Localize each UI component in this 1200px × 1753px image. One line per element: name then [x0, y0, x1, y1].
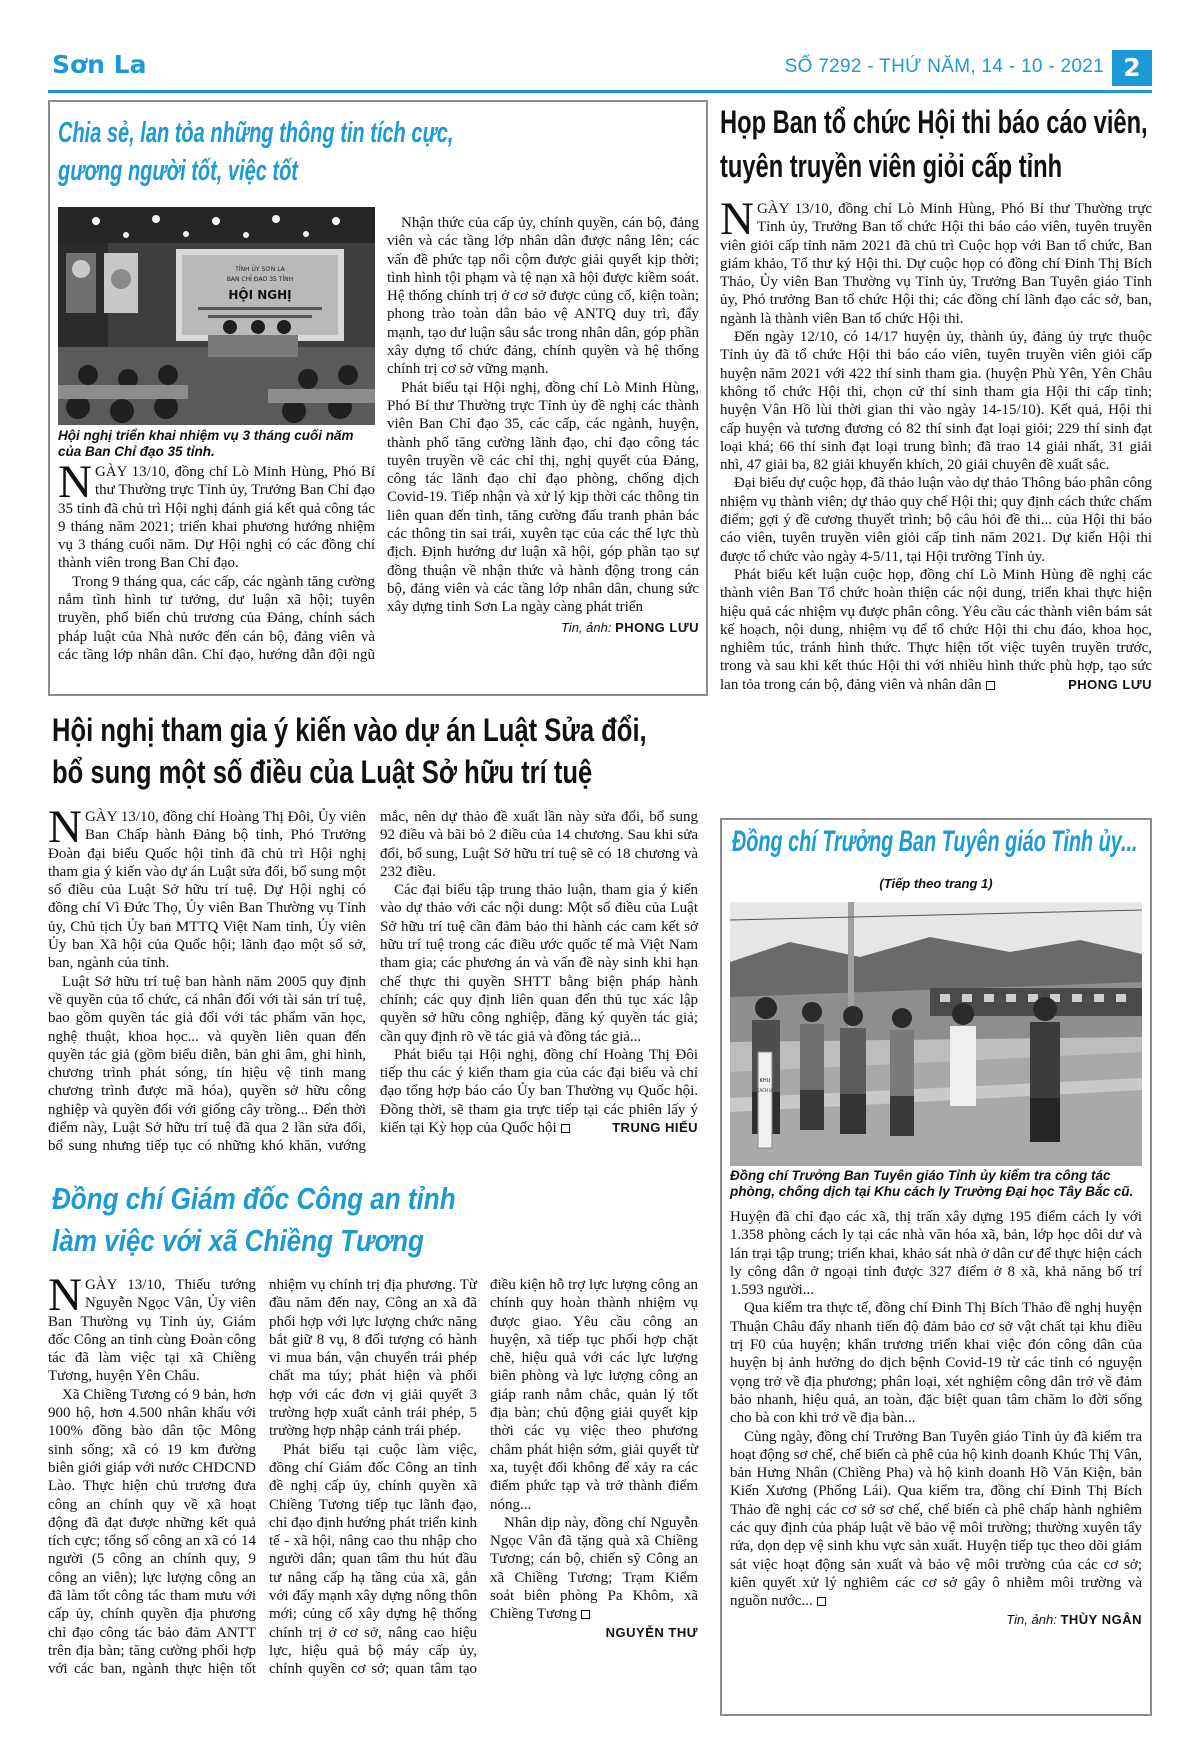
article-hop-ban-p2: Đến ngày 12/10, có 14/17 huyện ủy, thành ủy, đảng ủy trực thuộc Tỉnh ủy đã tổ chức Hội thi báo cáo viên, tuyên truyền viên giỏi cấp huyện năm 2021 với 422 thí sinh tham gia. (huyện Phù Yên, Yên Châu không tổ chức Hội thi, chọn cử thí sinh tham gia Hội thi cấp tỉnh; huyện Vân Hồ lùi thời gian thi vào ngày 14-15/10). Kết quả, Hội thi cấp huyện và tương đương có 82 thí sinh đạt loại giỏi; 229 thí sinh đạt loại khá; 66 thí sinh đạt loại trung bình; đã trao 14 giải nhất, 31 giải nhì, 47 giải ba, 82 giải khuyến khích, 20 giải chuyên đề xuất sắc. — [720, 329, 1152, 474]
article-luat-p4: Phát biểu tại Hội nghị, đồng chí Hoàng Thị Đôi tiếp thu các ý kiến tham gia của các đại biểu và chỉ đạo tổng hợp báo cáo Ủy ban Thường vụ Quốc hội. Đồng thời, sẽ tham gia trực tiếp tại các phiên lấy ý kiến tại Kỳ họp của Quốc hội TRUNG HIẾU — [380, 1046, 698, 1137]
article-luat-headline-line1: Hội nghị tham gia ý kiến vào dự án Luật Sửa đổi, — [52, 712, 647, 748]
article-hop-ban-p4: Phát biểu kết luận cuộc họp, đồng chí Lò Minh Hùng đề nghị các thành viên Ban Tổ chức hoàn thiện các nội dung, triển khai thực hiện hiệu quả các nhiệm vụ được phân công. Yêu cầu các thành viên bám sát kế hoạch, nội dung, nhiệm vụ để tổ chức Hội thi chu đáo, khoa học, nghiêm túc, tránh hình thức. Thực hiện tốt việc tuyên truyền trước, trong và sau khi kết thúc Hội thi với nhiều hình thức phù hợp, tạo sức lan tỏa trong cán bộ, đảng viên và nhân dân PHONG LƯU — [720, 566, 1152, 693]
article-hop-ban-body — [720, 193, 1152, 694]
article-hop-ban-p1: GÀY 13/10, đồng chí Lò Minh Hùng, Phó Bí thư Thường trực Tỉnh ủy, Trưởng Ban tổ chức Hội thi báo cáo viên, tuyên truyền viên giỏi cấp tỉnh năm 2021 đã chủ trì Cuộc họp với Ban tổ chức, Ban giám khảo, Tổ thư ký Hội thi. Dự cuộc họp có đồng chí Đinh Thị Bích Thảo, Ủy viên Ban Thường vụ Tỉnh ủy, Trưởng Ban Tuyên giáo Tỉnh ủy, Phó trưởng Ban tổ chức Hội thi; các đồng chí lãnh đạo các sở, ban, ngành là thành viên Ban tổ chức Hội thi. — [720, 201, 1152, 327]
screen-text-1: TỈNH ỦY SƠN LA — [235, 266, 285, 273]
article-hop-ban-p3: Đại biểu dự cuộc họp, đã thảo luận vào dự thảo Thông báo phân công nhiệm vụ thành viên; dự thảo quy chế Hội thi; quy định cách thức chấm điểm; gợi ý đề cương thuyết trình; bộ câu hỏi đề thi... của Hội thi báo cáo viên, tuyên truyền viên giỏi cấp tỉnh năm 2021. Dự kiến Hội thi được tổ chức vào ngày 4-5/11, tại Hội trường Tỉnh ủy. — [720, 475, 1152, 565]
article-truong-ban-p2: Qua kiểm tra thực tế, đồng chí Đinh Thị Bích Thảo đề nghị huyện Thuận Châu đẩy nhanh tiến độ đảm bảo cơ sở vật chất tại khu điều trị F0 của huyện; khẩn trương triển khai việc đón công dân của huyện bị ảnh hưởng do dịch bệnh Covid-19 từ các tỉnh có nguyện vọng trở về địa phương; phân loại, xét nghiệm công dân trở về đảm bảo nhanh, hiệu quả, an toàn, đặc biệt quan tâm chăm lo đời sống cho bà con khi trở về địa bàn... — [730, 1300, 1142, 1427]
dropcap: N — [48, 801, 82, 853]
author-name: NGUYỄN THƯ — [605, 1624, 698, 1640]
screen-text-2: BAN CHỈ ĐẠO 35 TỈNH — [226, 276, 294, 283]
article-hop-ban-byline: PHONG LƯU — [1068, 676, 1152, 692]
article-luat-p2: Luật Sở hữu trí tuệ ban hành năm 2005 quy định về quyền của tổ chức, cá nhân đối với tài sản trí tuệ, bao gồm quyền tác giả đối với tác phẩm văn học, nghệ thuật, khoa học... và quyền liên quan đến quyền tác giả (gồm biểu diễn, bản ghi âm, ghi hình, chương trình phát sóng, tín hiệu vệ tinh mang chương trình được mã hóa), quyền sở hữu công nghiệp và quyền đối với giống cây trồng... Đến thời điểm này, Luật Sở hữu trí tuệ đã qua 2 lần sửa đổi, bổ sung nhưng tiếp tục có những khó khăn, vướng mắc, nên dự thảo đề xuất lần này sửa đổi, bổ sung 92 điều và bãi bỏ 2 điều của 14 chương. Sau khi sửa đổi, bổ sung, Luật Sở hữu trí tuệ sẽ có 18 chương và 232 điều. — [48, 809, 698, 1155]
article-cong-an-p1: GÀY 13/10, Thiếu tướng Nguyễn Ngọc Vân, Ủy viên Ban Thường vụ Tỉnh ủy, Giám đốc Công an tỉnh cùng Đoàn công tác đã làm việc tại xã Chiềng Tương, huyện Yên Châu. — [48, 1277, 256, 1385]
article-luat-byline: TRUNG HIẾU — [612, 1120, 698, 1136]
article-cong-an-headline-line1: Đồng chí Giám đốc Công an tỉnh — [52, 1181, 456, 1216]
article-luat-body — [48, 801, 698, 1170]
end-mark — [561, 1124, 570, 1133]
article-truong-ban-p1: Huyện đã chỉ đạo các xã, thị trấn xây dựng 195 điểm cách ly với 1.358 phòng cách ly tại các nhà văn hóa xã, bản, lớp học dôi dư và lán trại tập trung; triển khai, khảo sát nhà ở dân cư để thực hiện cách ly công dân ở ngoại tỉnh được 327 điểm ở 8 xã, khả năng bố trí 1.593 người... — [730, 1209, 1142, 1299]
photo-sign-text-1: KHU — [759, 1078, 771, 1084]
article-cong-an-headline-line2: làm việc với xã Chiềng Tương — [52, 1223, 424, 1258]
dropcap: N — [48, 1269, 82, 1321]
article-luat-p1: GÀY 13/10, đồng chí Hoàng Thị Đôi, Ủy viên Ban Chấp hành Đảng bộ tỉnh, Phó Trưởng Đoàn đại biểu Quốc hội tỉnh đã chủ trì Hội nghị tham gia ý kiến vào dự án Luật sửa đổi, bổ sung một số điều của Luật Sở hữu trí tuệ. Dự Hội nghị có đồng chí Vì Đức Thọ, Ủy viên Ban Thường vụ Tỉnh ủy, Chủ tịch Ủy ban MTTQ Việt Nam tỉnh, Ủy viên Ủy ban Xã hội của Quốc hội; lãnh đạo một số sở, ban, ngành của tỉnh. — [48, 809, 366, 972]
article-chia-se-byline: Tin, ảnh: PHONG LƯU — [560, 619, 699, 635]
article-cong-an-body — [48, 1269, 698, 1694]
inspection-photo — [730, 902, 1142, 1166]
end-mark — [581, 1610, 590, 1619]
article-truong-ban-headline: Đồng chí Trưởng Ban Tuyên giáo Tỉnh ủy... — [732, 825, 1138, 858]
page-number: 2 — [1112, 50, 1152, 86]
conference-photo-caption: Hội nghị triển khai nhiệm vụ 3 tháng cuối năm của Ban Chỉ đạo 35 tỉnh. — [58, 428, 354, 459]
end-mark — [817, 1597, 826, 1606]
article-cong-an-byline — [490, 1624, 698, 1642]
end-mark — [986, 681, 995, 690]
header-rule — [48, 90, 1152, 93]
article-chia-se-p2-start: Trong 9 tháng qua, các cấp, các ngành tăng cường nắm tình hình tư tưởng, dư luận xã hội; tuyên truyền, phổ biến chủ trương của Đảng, chính sách pháp luật của Nhà nước đến cán bộ, đảng viên và các tầng lớp nhân dân. Chỉ đạo, hướng dẫn đội ngũ — [58, 573, 375, 663]
masthead — [48, 50, 1152, 86]
article-truong-ban-byline: Tin, ảnh: THÙY NGÂN — [1006, 1611, 1142, 1627]
photo-sign-text-2: CÁCH LY — [756, 1088, 774, 1093]
dropcap: N — [58, 456, 92, 508]
article-cong-an-p4: Nhân dịp này, đồng chí Nguyễn Ngọc Vân đã tặng quà xã Chiềng Tương; cán bộ, chiến sỹ Công an xã Chiềng Tương; Trạm Kiểm soát biên phòng Pa Khôm, xã Chiềng Tương — [490, 1514, 698, 1623]
conference-photo — [58, 207, 375, 425]
article-hop-ban-headline-line1: Họp Ban tổ chức Hội thi báo cáo viên, — [720, 104, 1148, 140]
author-name: PHONG LƯU — [615, 619, 699, 635]
article-luat-headline-line2: bổ sung một số điều của Luật Sở hữu trí tuệ — [52, 754, 593, 790]
article-cong-an-p3: Phát biểu tại cuộc làm việc, đồng chí Giám đốc Công an tỉnh đề nghị cấp ủy, chính quyền xã Chiềng Tương tiếp tục lãnh đạo, chỉ đạo định hướng phát triển kinh tế - xã hội, nâng cao thu nhập cho người dân; quan tâm thu hút đầu tư nâng cấp hạ tầng của xã, gắn với đẩy mạnh xây dựng nông thôn mới; củng cố xây dựng hệ thống chính trị ở cơ sở, nâng cao hiệu lực, hiệu quả bộ máy cấp ủy, chính quyền cơ sở; quan tâm tạo điều kiện hỗ trợ lực lượng công an chính quy hoàn thành nhiệm vụ được giao. Yêu cầu công an huyện, xã tiếp tục phối hợp chặt chẽ, hiệu quả với các lực lượng biên phòng và lực lượng công an giáp ranh nắm chắc, quản lý tốt địa bàn; chủ động giải quyết kịp thời các vụ việc theo phương châm phát hiện sớm, giải quyết từ xa, tuyệt đối không để xảy ra các điểm phức tạp và trở thành điểm nóng... — [269, 1277, 698, 1678]
newspaper-brand: Sơn La — [52, 50, 147, 79]
author-name: THÙY NGÂN — [1060, 1611, 1142, 1627]
screen-text-3: HỘI NGHỊ — [228, 288, 292, 302]
article-luat-p3: Các đại biểu tập trung thảo luận, tham gia ý kiến vào dự thảo với các nội dung: Một số điều của Luật Sở hữu trí tuệ cần đảm bảo thi hành các cam kết sở hữu trí tuệ trong các điều ước quốc tế mà Việt Nam tham gia; các phương án và vấn đề này sinh khi hạn chế thực thi quyền SHTT bằng biện pháp hành chính; các quy định liên quan đến thủ tục xác lập quyền sở hữu công nghiệp, đăng ký quyền tác giả; cần quy định rõ về tác giả và đồng tác giả... — [380, 882, 698, 1045]
article-chia-se-headline-line1: Chia sẻ, lan tỏa những thông tin tích cực, — [58, 117, 454, 149]
article-chia-se-p3: Nhận thức của cấp ủy, chính quyền, cán bộ, đảng viên và các tầng lớp nhân dân được nâng lên; các vấn đề phức tạp nổi cộm được giải quyết kịp thời; tình hình tội phạm và tệ nạn xã hội được kiềm soát. Hệ thống chính trị ở cơ sở được củng cố, kiện toàn; phong trào toàn dân bảo vệ ANTQ duy trì, đẩy mạnh, tạo dư luận sâu sắc trong nhân dân, góp phần xây dựng tổ chức đảng, chính quyền và hệ thống chính trị cơ sở vững mạnh. — [387, 215, 699, 378]
article-truong-ban-body — [730, 1208, 1142, 1629]
article-hop-ban-headline-line2: tuyên truyền viên giỏi cấp tỉnh — [720, 148, 1063, 184]
continued-note: (Tiếp theo trang 1) — [879, 876, 993, 891]
article-chia-se-headline-line2: gương người tốt, việc tốt — [58, 155, 298, 187]
dropcap: N — [720, 193, 754, 245]
inspection-photo-caption: Đồng chí Trưởng Ban Tuyên giáo Tỉnh ủy kiểm tra công tác phòng, chống dịch tại Khu cách ly Trường Đại học Tây Bắc cũ. — [730, 1168, 1134, 1199]
article-chia-se-col1 — [58, 456, 375, 665]
article-chia-se-p1: GÀY 13/10, đồng chí Lò Minh Hùng, Phó Bí thư Thường trực Tỉnh ủy, Trưởng Ban Chỉ đạo 35 tỉnh đã chủ trì Hội nghị đánh giá kết quả công tác 9 tháng năm 2021; triển khai phương hướng nhiệm vụ 3 tháng cuối năm. Dự Hội nghị có các đồng chí thành viên trong Ban Chỉ đạo. — [58, 464, 375, 572]
issue-info: SỐ 7292 - THỨ NĂM, 14 - 10 - 2021 — [784, 56, 1104, 77]
article-chia-se-p4: Phát biểu tại Hội nghị, đồng chí Lò Minh Hùng, Phó Bí thư Thường trực Tỉnh ủy đề nghị các thành viên Ban Chỉ đạo 35, các cấp, các ngành, huyện, thành phố tăng cường lãnh đạo, chỉ đạo công tác tuyên truyền về các chỉ thị, nghị quyết của Đảng, công tác lãnh đạo chỉ đạo phòng, chống dịch Covid-19. Tiếp nhận và xử lý kịp thời các thông tin liên quan đến tình, tăng cường đấu tranh phản bác các thông tin sai trái, xuyên tạc của các thế lực thù địch. Định hướng dư luận xã hội, góp phần tạo sự đồng thuận về nhận thức và hành động trong cán bộ, đảng viên và các tầng lớp nhân dân, chung sức xây dựng tỉnh Sơn La ngày càng phát triển — [387, 379, 699, 616]
article-chia-se-col2 — [387, 106, 699, 637]
article-truong-ban-p3: Cùng ngày, đồng chí Trưởng Ban Tuyên giáo Tỉnh ủy đã kiểm tra hoạt động sơ chế, chế biến cà phê của hộ kinh doanh Khúc Thị Vân, bản Hưng Nhân (Chiềng Pha) và hộ kinh doanh Hồ Văn Kiện, bản Kiến Xương (Phổng Lái). Qua kiểm tra, đồng chí Đinh Thị Bích Thảo đề nghị các cơ sở sơ chế, chế biến cà phê chấp hành nghiêm các quy định của pháp luật về bảo vệ môi trường; thường xuyên tẩy rửa, dọn dẹp vệ sinh khu vực sản xuất. Huyện tiếp tục theo dõi giám sát việc hoạt động sản xuất và bảo vệ môi trường của các cơ sở; kiên quyết xử lý nghiêm các cơ sở gây ô nhiễm môi trường và nguồn nước... — [730, 1428, 1142, 1610]
article-cong-an-p2: Xã Chiềng Tương có 9 bản, hơn 900 hộ, hơn 4.500 nhân khẩu với 100% đồng bào dân tộc Mông sinh sống; xã có 19 km đường biên giới giáp với nước CHDCND Lào. Thực hiện chủ trương đưa công an chính quy về xã hoạt động đã đạt được những kết quả tích cực; tổng số công an xã có 14 người (5 công an chính quy, 9 công an viên); lực lượng công an đã làm tốt công tác tham mưu với cấp ủy, chính quyền địa phương chỉ đạo công tác bảo đảm ANTT trên địa bàn; tăng cường phối hợp với các ban, ngành thực hiện tốt nhiệm vụ chính trị địa phương. Từ đầu năm đến nay, Công an xã đã phối hợp với lực lượng chức năng bắt giữ 8 vụ, 8 đối tượng có hành vi mua bán, vận chuyển trái phép chất ma túy; phát hiện và phối hợp với các đơn vị giải quyết 3 trường hợp xuất cảnh trái phép, 5 trường hợp nhập cảnh trái phép. — [48, 1277, 477, 1678]
